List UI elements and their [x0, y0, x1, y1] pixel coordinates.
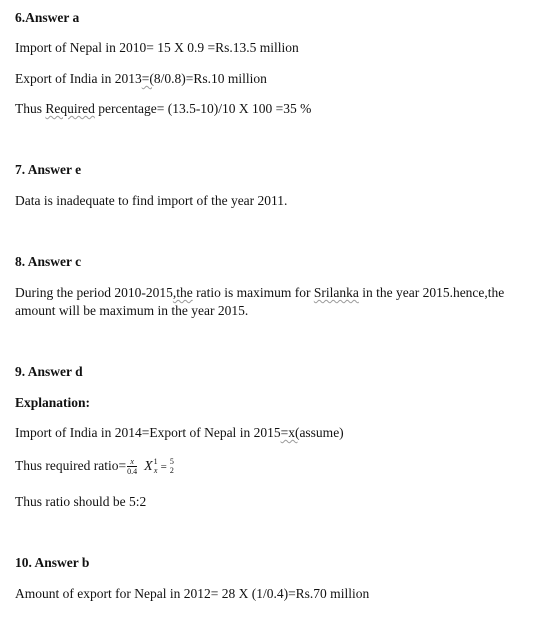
- ratio-fraction-3-den: 2: [169, 466, 174, 476]
- ratio-fraction-3-num: 5: [169, 457, 174, 467]
- q6-line-3-pre: Thus: [15, 101, 46, 116]
- q8-line-2: amount will be maximum in the year 2015.: [15, 303, 249, 318]
- q10-line-1: Amount of export for Nepal in 2012= 28 X (1/0.4)=Rs.70 million: [15, 586, 370, 601]
- q9-line-3: Thus ratio should be 5:2: [15, 494, 147, 509]
- q9-line-1-pre: Import of India in 2014=Export of Nepal in 2015: [15, 425, 281, 440]
- q6-line-2-pre: Export of India in 2013: [15, 71, 142, 86]
- q10-heading: 10. Answer b: [15, 555, 90, 570]
- ratio-fraction-2-num: 1: [153, 457, 158, 467]
- q9-line-1-post: assume): [299, 425, 344, 440]
- q6-line-3: [15, 101, 311, 117]
- q6-line-3-spellcheck: Required: [45, 101, 95, 116]
- q8-line-1-spellcheck-2: Srilanka: [313, 285, 359, 300]
- ratio-fraction-1-den: 0.4: [127, 466, 138, 476]
- q9-explanation: Explanation:: [15, 395, 91, 410]
- q6-heading: 6.Answer a: [15, 10, 80, 25]
- ratio-fraction-1-num: x: [130, 456, 134, 466]
- q6-line-2: [15, 71, 267, 87]
- q9-line-1-spellcheck: =x(: [280, 425, 300, 440]
- q8-heading: 8. Answer c: [15, 254, 82, 269]
- q9-heading: 9. Answer d: [15, 364, 83, 379]
- q9-ratio-label: Thus required ratio=: [15, 458, 127, 473]
- q8-line-1-post: in the year 2015.hence,the: [358, 285, 505, 300]
- q6-line-3-post: percentage= (13.5-10)/10 X 100 =35 %: [94, 101, 312, 116]
- q6-line-2-post: 8/0.8)=Rs.10 million: [153, 71, 267, 86]
- ratio-fraction-3: [170, 458, 174, 475]
- q9-line-1: [15, 425, 344, 441]
- q8-line-1-pre: During the period 2010-2015: [15, 285, 173, 300]
- ratio-equals: =: [160, 461, 167, 473]
- q8-line-1-mid: ratio is maximum for: [192, 285, 314, 300]
- q8-line-1: [15, 285, 504, 301]
- q6-line-2-spellcheck: =(: [141, 71, 154, 86]
- ratio-fraction-2: [154, 458, 158, 475]
- q6-line-1: Import of Nepal in 2010= 15 X 0.9 =Rs.13.5 million: [15, 40, 299, 55]
- q7-line-1: Data is inadequate to find import of the year 2011.: [15, 193, 288, 208]
- ratio-times-x: X: [144, 459, 153, 474]
- ratio-fraction-1: [127, 458, 137, 476]
- q9-ratio-line: [15, 455, 175, 478]
- q8-line-1-spellcheck-1: ,the: [172, 285, 193, 300]
- ratio-fraction-2-den: x: [153, 466, 158, 476]
- q7-heading: 7. Answer e: [15, 162, 82, 177]
